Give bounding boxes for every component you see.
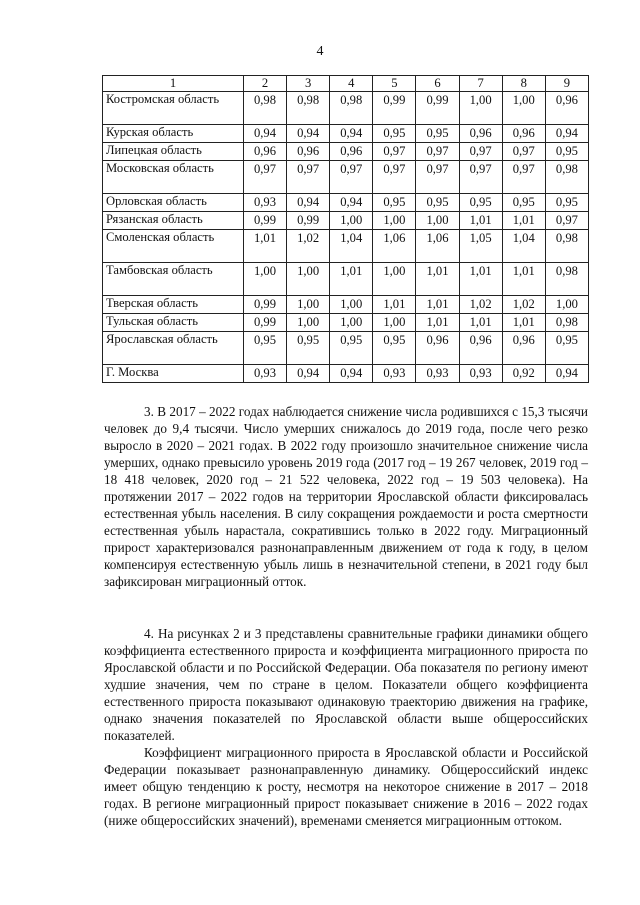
value-cell: 0,92 bbox=[502, 365, 545, 383]
value-cell: 0,97 bbox=[545, 212, 588, 230]
value-cell: 0,93 bbox=[243, 194, 286, 212]
region-name-cell: Тверская область bbox=[103, 296, 244, 314]
value-cell: 0,98 bbox=[545, 314, 588, 332]
value-cell: 0,99 bbox=[243, 296, 286, 314]
value-cell: 1,04 bbox=[330, 230, 373, 263]
value-cell: 1,01 bbox=[502, 212, 545, 230]
value-cell: 0,97 bbox=[502, 161, 545, 194]
value-cell: 1,00 bbox=[243, 263, 286, 296]
value-cell: 0,98 bbox=[243, 92, 286, 125]
value-cell: 0,95 bbox=[373, 125, 416, 143]
value-cell: 0,95 bbox=[287, 332, 330, 365]
region-name-cell: Костромская область bbox=[103, 92, 244, 125]
column-header: 3 bbox=[287, 76, 330, 92]
value-cell: 0,99 bbox=[243, 212, 286, 230]
value-cell: 0,98 bbox=[545, 230, 588, 263]
value-cell: 1,04 bbox=[502, 230, 545, 263]
value-cell: 0,97 bbox=[502, 143, 545, 161]
value-cell: 0,96 bbox=[287, 143, 330, 161]
table-row bbox=[103, 194, 589, 212]
value-cell: 0,94 bbox=[545, 365, 588, 383]
value-cell: 1,00 bbox=[287, 314, 330, 332]
value-cell: 1,00 bbox=[373, 263, 416, 296]
value-cell: 0,96 bbox=[502, 332, 545, 365]
value-cell: 0,96 bbox=[243, 143, 286, 161]
region-name-cell: Рязанская область bbox=[103, 212, 244, 230]
value-cell: 0,95 bbox=[502, 194, 545, 212]
value-cell: 1,00 bbox=[373, 314, 416, 332]
value-cell: 0,94 bbox=[545, 125, 588, 143]
region-name-cell: Московская область bbox=[103, 161, 244, 194]
value-cell: 0,99 bbox=[373, 92, 416, 125]
column-header: 9 bbox=[545, 76, 588, 92]
value-cell: 1,00 bbox=[373, 212, 416, 230]
table-row bbox=[103, 143, 589, 161]
value-cell: 0,96 bbox=[545, 92, 588, 125]
value-cell: 0,95 bbox=[459, 194, 502, 212]
table-row bbox=[103, 212, 589, 230]
value-cell: 0,94 bbox=[287, 194, 330, 212]
page-number: 4 bbox=[316, 44, 324, 59]
value-cell: 0,95 bbox=[373, 194, 416, 212]
value-cell: 0,97 bbox=[330, 161, 373, 194]
value-cell: 0,93 bbox=[373, 365, 416, 383]
value-cell: 0,96 bbox=[330, 143, 373, 161]
paragraph-5 bbox=[104, 744, 588, 829]
value-cell: 1,06 bbox=[416, 230, 459, 263]
value-cell: 0,99 bbox=[416, 92, 459, 125]
column-header: 8 bbox=[502, 76, 545, 92]
value-cell: 1,00 bbox=[459, 92, 502, 125]
column-header: 6 bbox=[416, 76, 459, 92]
region-name-cell: Орловская область bbox=[103, 194, 244, 212]
value-cell: 1,01 bbox=[459, 314, 502, 332]
value-cell: 0,95 bbox=[545, 194, 588, 212]
value-cell: 1,01 bbox=[416, 263, 459, 296]
value-cell: 1,00 bbox=[287, 263, 330, 296]
value-cell: 0,94 bbox=[330, 125, 373, 143]
value-cell: 1,02 bbox=[502, 296, 545, 314]
paragraph-4 bbox=[104, 625, 588, 744]
value-cell: 0,98 bbox=[287, 92, 330, 125]
value-cell: 0,95 bbox=[330, 332, 373, 365]
value-cell: 1,01 bbox=[459, 212, 502, 230]
value-cell: 0,95 bbox=[545, 143, 588, 161]
value-cell: 0,98 bbox=[545, 263, 588, 296]
table-row bbox=[103, 296, 589, 314]
paragraph-text: 3. В 2017 – 2022 годах наблюдается снижение числа родившихся с 15,3 тысячи человек до 9,4 тысячи. Число умерших снижалось до 2019 года, после чего резко выросло в 2020 – 2021 годах. В 2022 году произошло значительное снижение числа умерших, однако превысило уровень 2019 года (2017 год – 19 267 человек, 2019 год – 18 418 человек, 2020 год – 21 522 человека, 2022 год – 19 503 человека). На протяжении 2017 – 2022 годов на территории Ярославской области фиксировалась естественная убыль населения. В силу сокращения рождаемости и роста смертности естественная убыль нарастала, сократившись только в 2022 году. Миграционный прирост характеризовался разнонаправленным движением от года к году, в целом компенсируя естественную убыль лишь в незначительной степени, в 2021 году был зафиксирован миграционный отток. bbox=[104, 404, 588, 589]
value-cell: 1,02 bbox=[287, 230, 330, 263]
value-cell: 0,96 bbox=[502, 125, 545, 143]
value-cell: 0,98 bbox=[330, 92, 373, 125]
column-header: 1 bbox=[103, 76, 244, 92]
value-cell: 0,98 bbox=[545, 161, 588, 194]
table-row bbox=[103, 314, 589, 332]
region-name-cell: Курская область bbox=[103, 125, 244, 143]
region-name-cell: Г. Москва bbox=[103, 365, 244, 383]
value-cell: 1,01 bbox=[373, 296, 416, 314]
regional-coefficients-table bbox=[102, 75, 589, 383]
value-cell: 0,97 bbox=[243, 161, 286, 194]
table-row bbox=[103, 365, 589, 383]
value-cell: 0,97 bbox=[287, 161, 330, 194]
value-cell: 0,93 bbox=[459, 365, 502, 383]
value-cell: 0,95 bbox=[416, 125, 459, 143]
value-cell: 1,00 bbox=[330, 314, 373, 332]
value-cell: 1,00 bbox=[416, 212, 459, 230]
value-cell: 1,01 bbox=[502, 263, 545, 296]
value-cell: 0,95 bbox=[243, 332, 286, 365]
value-cell: 0,99 bbox=[287, 212, 330, 230]
region-name-cell: Тульская область bbox=[103, 314, 244, 332]
value-cell: 0,95 bbox=[373, 332, 416, 365]
value-cell: 1,06 bbox=[373, 230, 416, 263]
column-header: 4 bbox=[330, 76, 373, 92]
table-row bbox=[103, 332, 589, 365]
value-cell: 0,94 bbox=[287, 365, 330, 383]
region-name-cell: Смоленская область bbox=[103, 230, 244, 263]
value-cell: 0,97 bbox=[373, 161, 416, 194]
paragraph-3 bbox=[104, 403, 588, 590]
column-header: 2 bbox=[243, 76, 286, 92]
value-cell: 0,99 bbox=[243, 314, 286, 332]
value-cell: 0,97 bbox=[459, 143, 502, 161]
value-cell: 0,96 bbox=[416, 332, 459, 365]
paragraph-text: Коэффициент миграционного прироста в Ярославской области и Российской Федерации показывает разнонаправленную динамику. Общероссийский индекс имеет общую тенденцию к росту, несмотря на некоторое снижение в 2017 – 2018 годах. В регионе миграционный прирост показывает снижение в 2016 – 2022 годах (ниже общероссийских значений), временами сменяется миграционным оттоком. bbox=[104, 745, 588, 828]
table-row bbox=[103, 230, 589, 263]
value-cell: 0,96 bbox=[459, 125, 502, 143]
value-cell: 1,01 bbox=[416, 296, 459, 314]
table-row bbox=[103, 263, 589, 296]
value-cell: 0,94 bbox=[243, 125, 286, 143]
value-cell: 1,01 bbox=[502, 314, 545, 332]
value-cell: 0,95 bbox=[545, 332, 588, 365]
table-row bbox=[103, 92, 589, 125]
region-name-cell: Ярославская область bbox=[103, 332, 244, 365]
table-header-row bbox=[103, 76, 589, 92]
table-body bbox=[103, 92, 589, 383]
value-cell: 1,01 bbox=[416, 314, 459, 332]
value-cell: 0,96 bbox=[459, 332, 502, 365]
table-row bbox=[103, 125, 589, 143]
value-cell: 1,05 bbox=[459, 230, 502, 263]
value-cell: 0,95 bbox=[416, 194, 459, 212]
value-cell: 0,94 bbox=[330, 365, 373, 383]
value-cell: 0,97 bbox=[459, 161, 502, 194]
value-cell: 0,97 bbox=[416, 143, 459, 161]
value-cell: 0,93 bbox=[243, 365, 286, 383]
value-cell: 1,01 bbox=[330, 263, 373, 296]
value-cell: 1,00 bbox=[545, 296, 588, 314]
region-name-cell: Липецкая область bbox=[103, 143, 244, 161]
region-name-cell: Тамбовская область bbox=[103, 263, 244, 296]
value-cell: 1,00 bbox=[287, 296, 330, 314]
paragraph-text: 4. На рисунках 2 и 3 представлены сравнительные графики динамики общего коэффициента естественного прироста и коэффициента миграционного прироста по Ярославской области и по Российской Федерации. Оба показателя по региону имеют худшие значения, чем по стране в целом. Показатели общего коэффициента естественного прироста показывают одинаковую траекторию движения на графике, однако значения показателей по Ярославской области выше общероссийских показателей. bbox=[104, 626, 588, 743]
value-cell: 0,97 bbox=[416, 161, 459, 194]
column-header: 7 bbox=[459, 76, 502, 92]
value-cell: 0,94 bbox=[330, 194, 373, 212]
value-cell: 1,01 bbox=[243, 230, 286, 263]
table-row bbox=[103, 161, 589, 194]
value-cell: 1,01 bbox=[459, 263, 502, 296]
value-cell: 0,94 bbox=[287, 125, 330, 143]
value-cell: 0,97 bbox=[373, 143, 416, 161]
value-cell: 1,00 bbox=[330, 296, 373, 314]
value-cell: 1,00 bbox=[330, 212, 373, 230]
value-cell: 1,02 bbox=[459, 296, 502, 314]
column-header: 5 bbox=[373, 76, 416, 92]
value-cell: 1,00 bbox=[502, 92, 545, 125]
value-cell: 0,93 bbox=[416, 365, 459, 383]
